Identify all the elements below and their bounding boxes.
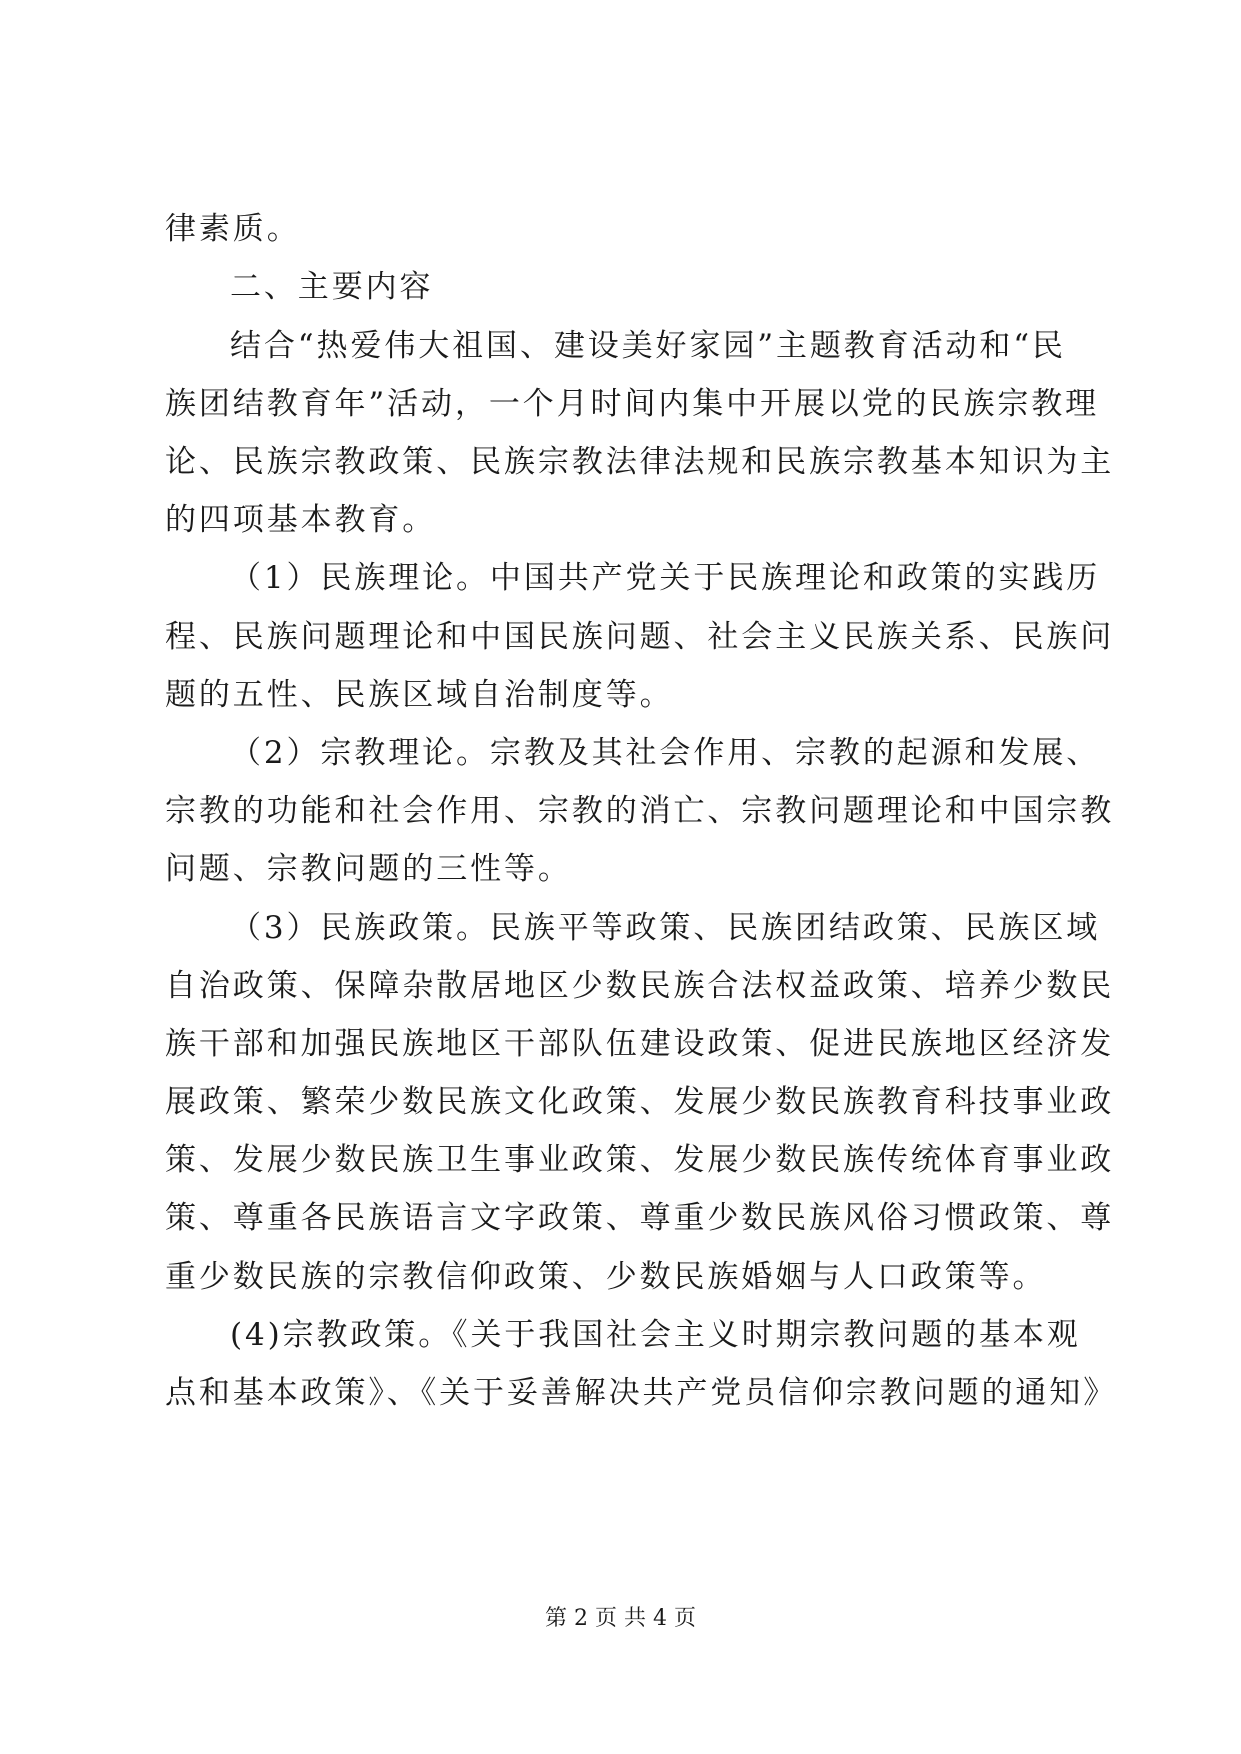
- text-line: 论、民族宗教政策、民族宗教法律法规和民族宗教基本知识为主: [165, 444, 1115, 480]
- text-line: 的四项基本教育。: [165, 502, 437, 538]
- text-line: 问题、宗教问题的三性等。: [165, 851, 572, 887]
- page-number: 第 2 页 共 4 页: [545, 1606, 696, 1631]
- text-line: 程、民族问题理论和中国民族问题、社会主义民族关系、民族问: [165, 619, 1115, 655]
- text-line: 策、尊重各民族语言文字政策、尊重少数民族风俗习惯政策、尊: [165, 1200, 1115, 1236]
- text-line: （1）民族理论。中国共产党关于民族理论和政策的实践历: [230, 560, 1101, 596]
- text-line: 点和基本政策》、《关于妥善解决共产党员信仰宗教问题的通知》: [165, 1375, 1118, 1411]
- text-line: 律素质。: [165, 211, 301, 247]
- text-line: 族团结教育年”活动，一个月时间内集中开展以党的民族宗教理: [165, 386, 1100, 422]
- text-line: （2）宗教理论。宗教及其社会作用、宗教的起源和发展、: [230, 735, 1101, 771]
- text-line: 自治政策、保障杂散居地区少数民族合法权益政策、培养少数民: [165, 968, 1115, 1004]
- section-heading: 二、主要内容: [230, 269, 434, 305]
- text-line: 宗教的功能和社会作用、宗教的消亡、宗教问题理论和中国宗教: [165, 793, 1115, 829]
- text-line: 族干部和加强民族地区干部队伍建设政策、促进民族地区经济发: [165, 1026, 1115, 1062]
- text-line: (4)宗教政策。《关于我国社会主义时期宗教问题的基本观: [230, 1317, 1081, 1353]
- text-line: 重少数民族的宗教信仰政策、少数民族婚姻与人口政策等。: [165, 1259, 1047, 1295]
- text-line: 展政策、繁荣少数民族文化政策、发展少数民族教育科技事业政: [165, 1084, 1115, 1120]
- text-line: 结合“热爱伟大祖国、建设美好家园”主题教育活动和“民: [230, 328, 1066, 364]
- text-line: （3）民族政策。民族平等政策、民族团结政策、民族区域: [230, 910, 1101, 946]
- text-line: 策、发展少数民族卫生事业政策、发展少数民族传统体育事业政: [165, 1142, 1115, 1178]
- text-line: 题的五性、民族区域自治制度等。: [165, 677, 674, 713]
